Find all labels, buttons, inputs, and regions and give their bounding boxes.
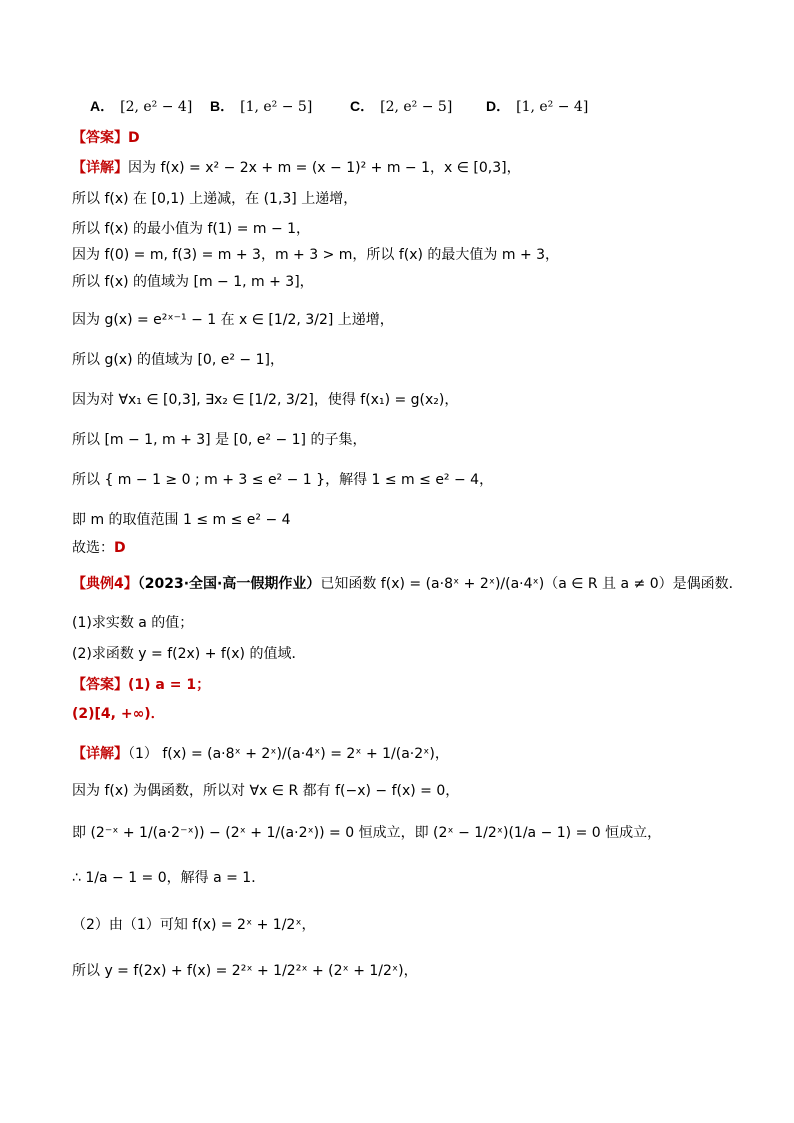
question-1: (1)求实数 a 的值； xyxy=(72,615,194,631)
example-4-stem: 【典例4】（2023·全国·高一假期作业）已知函数 f(x) = (a·8ˣ + 2ˣ)/(a·4ˣ)（a ∈ R 且 a ≠ 0）是偶函数． xyxy=(72,576,743,592)
detail-line-6: 因为 g(x) = e²ˣ⁻¹ − 1 在 x ∈ [1/2, 3/2] 上递增， xyxy=(72,312,394,328)
detail-line-5: 所以 f(x) 的值域为 [m − 1, m + 3]， xyxy=(72,274,314,290)
detail-line-7: 所以 g(x) 的值域为 [0, e² − 1]， xyxy=(72,352,284,368)
option-b: B． [1, e² − 5] xyxy=(210,98,313,115)
detail-line-8: 因为对 ∀x₁ ∈ [0,3], ∃x₂ ∈ [1/2, 3/2]，使得 f(x₁) = g(x₂)， xyxy=(72,392,459,408)
ex4-detail-line-6: 所以 y = f(2x) + f(x) = 2²ˣ + 1/2²ˣ + (2ˣ + 1/2ˣ)， xyxy=(72,963,418,979)
detail-line-10: 所以 { m − 1 ≥ 0 ; m + 3 ≤ e² − 1 }，解得 1 ≤ m ≤ e² − 4， xyxy=(72,472,494,488)
detail-line-2: 所以 f(x) 在 [0,1) 上递减，在 (1,3] 上递增， xyxy=(72,191,358,207)
answer-line: 【答案】D xyxy=(72,130,140,146)
ex4-detail-line-4: ∴ 1/a − 1 = 0，解得 a = 1． xyxy=(72,870,266,886)
detail-line-11: 即 m 的取值范围 1 ≤ m ≤ e² − 4 xyxy=(72,512,291,528)
detail-line-3: 所以 f(x) 的最小值为 f(1) = m − 1， xyxy=(72,221,311,237)
detail-line-9: 所以 [m − 1, m + 3] 是 [0, e² − 1] 的子集， xyxy=(72,432,367,448)
ex4-detail-line-3: 即 (2⁻ˣ + 1/(a·2⁻ˣ)) − (2ˣ + 1/(a·2ˣ)) = 0 恒成立，即 (2ˣ − 1/2ˣ)(1/a − 1) = 0 恒成立， xyxy=(72,825,662,841)
ex4-detail-line-1: 【详解】（1） f(x) = (a·8ˣ + 2ˣ)/(a·4ˣ) = 2ˣ + 1/(a·2ˣ)， xyxy=(72,746,449,762)
detail-line-4: 因为 f(0) = m, f(3) = m + 3，m + 3 > m，所以 f(x) 的最大值为 m + 3， xyxy=(72,247,560,263)
option-c: C． [2, e² − 5] xyxy=(350,98,453,115)
answer-2: (2)[4, +∞)． xyxy=(72,706,165,722)
detail-line-1: 【详解】因为 f(x) = x² − 2x + m = (x − 1)² + m − 1，x ∈ [0,3]， xyxy=(72,160,521,176)
ex4-detail-line-2: 因为 f(x) 为偶函数，所以对 ∀x ∈ R 都有 f(−x) − f(x) = 0， xyxy=(72,783,460,799)
answer-1: 【答案】(1) a = 1； xyxy=(72,677,211,693)
question-2: (2)求函数 y = f(2x) + f(x) 的值域． xyxy=(72,646,306,662)
option-a: A． [2, e² − 4] xyxy=(90,98,193,115)
ex4-detail-line-5: （2）由（1）可知 f(x) = 2ˣ + 1/2ˣ， xyxy=(72,917,316,933)
option-d: D． [1, e² − 4] xyxy=(486,98,589,115)
choose-line: 故选：D xyxy=(72,540,126,556)
